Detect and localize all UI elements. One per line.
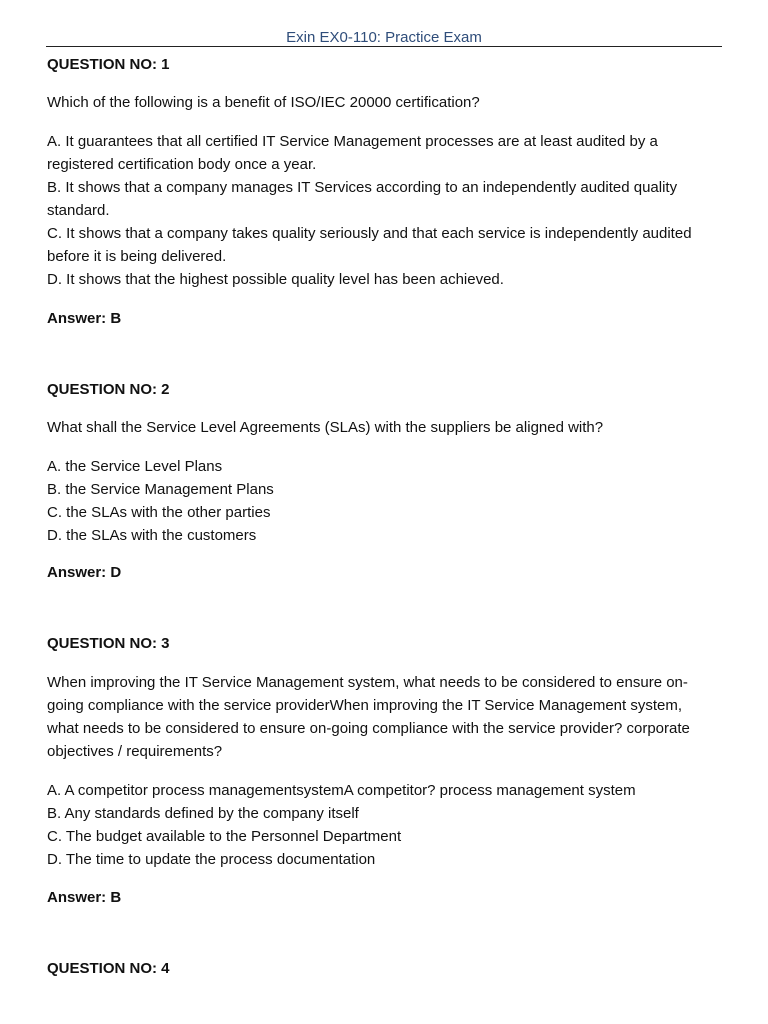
option-b: B. the Service Management Plans — [47, 481, 274, 498]
answer-options — [47, 455, 717, 547]
question-text: Which of the following is a benefit of ISO/IEC 20000 certification? — [47, 94, 480, 111]
question-block-4 — [47, 959, 717, 979]
question-block-2 — [47, 380, 717, 583]
page-header — [46, 29, 722, 47]
answer-label: Answer: B — [47, 889, 122, 906]
question-heading: QUESTION NO: 3 — [47, 635, 170, 652]
option-c: C. It shows that a company takes quality seriously and that each service is independently audited before it is being delivered. — [47, 225, 692, 265]
answer-label: Answer: D — [47, 564, 122, 581]
answer-options — [47, 130, 717, 291]
exam-content — [47, 55, 717, 979]
option-d: D. It shows that the highest possible quality level has been achieved. — [47, 271, 504, 288]
question-block-3 — [47, 634, 717, 908]
question-heading: QUESTION NO: 4 — [47, 960, 170, 977]
option-a: A. the Service Level Plans — [47, 458, 223, 475]
question-text: What shall the Service Level Agreements (SLAs) with the suppliers be aligned with? — [47, 419, 604, 436]
question-text: When improving the IT Service Management system, what needs to be considered to ensure on-going compliance with the service providerWhen improving the IT Service Management system, what needs to be considered to ensure on-going compliance with the service provider? corporate objectives / requirements? — [47, 674, 690, 760]
option-a: A. A competitor process managementsystemA competitor? process management system — [47, 782, 636, 799]
option-b: B. Any standards defined by the company itself — [47, 805, 359, 822]
option-c: C. the SLAs with the other parties — [47, 504, 271, 521]
option-b: B. It shows that a company manages IT Services according to an independently audited quality standard. — [47, 179, 678, 219]
question-heading: QUESTION NO: 2 — [47, 381, 170, 398]
option-c: C. The budget available to the Personnel Department — [47, 828, 402, 845]
option-a: A. It guarantees that all certified IT Service Management processes are at least audited by a registered certification body once a year. — [47, 133, 658, 173]
option-d: D. the SLAs with the customers — [47, 527, 257, 544]
answer-options — [47, 779, 717, 871]
question-heading: QUESTION NO: 1 — [47, 56, 170, 73]
page-title: Exin EX0-110: Practice Exam — [286, 29, 482, 46]
option-d: D. The time to update the process documentation — [47, 851, 376, 868]
answer-label: Answer: B — [47, 310, 122, 327]
question-block-1 — [47, 55, 717, 329]
